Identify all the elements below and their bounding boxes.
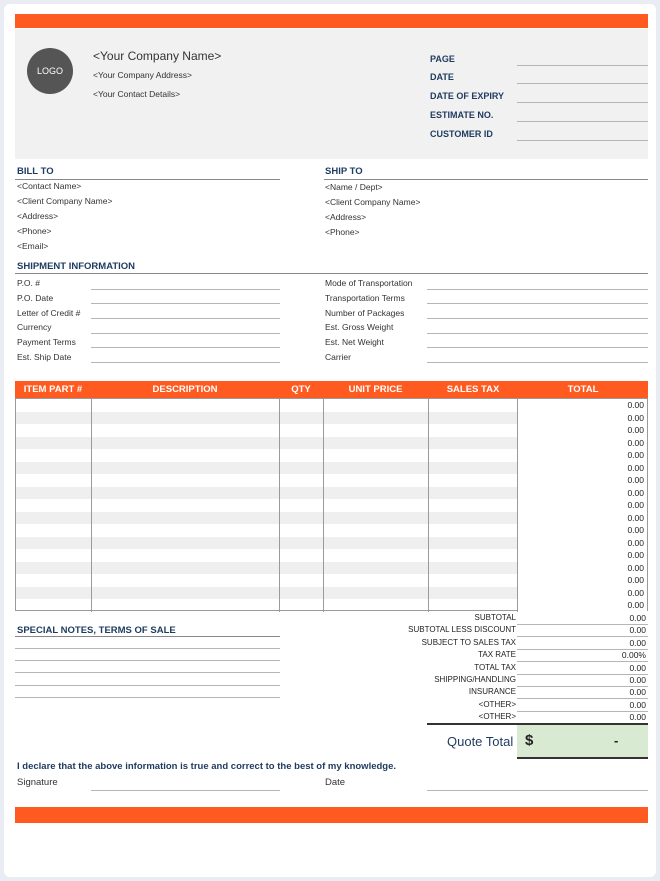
table-cell[interactable] [324,462,429,475]
date-field[interactable] [517,83,648,84]
summary-value: 0.00 [629,625,646,636]
mode-of-transportation-field[interactable] [427,289,648,290]
table-cell[interactable] [16,562,92,575]
date-of-expiry-field[interactable] [517,102,648,103]
table-cell[interactable] [324,412,429,425]
table-cell[interactable] [324,437,429,450]
table-cell[interactable] [429,562,518,575]
table-row [16,424,647,437]
letter-of-credit-label: Letter of Credit # [17,308,81,318]
carrier-field[interactable] [427,362,648,363]
summary-label: <OTHER> [478,699,516,709]
table-cell[interactable] [324,474,429,487]
summary-value: 0.00 [629,662,646,673]
meta-label-estimate-no: ESTIMATE NO. [430,110,494,120]
table-cell[interactable] [92,449,280,462]
table-cell[interactable] [92,424,280,437]
notes-line-2[interactable] [15,660,280,661]
table-cell[interactable] [92,487,280,500]
payment-terms-label: Payment Terms [17,337,76,347]
table-cell[interactable] [280,537,324,550]
page-field[interactable] [517,65,648,66]
table-row [16,599,647,612]
table-row [16,412,647,425]
po-number-label: P.O. # [17,278,40,288]
meta-label-customer-id: CUSTOMER ID [430,129,493,139]
table-cell[interactable] [429,437,518,450]
table-cell[interactable] [92,562,280,575]
summary-label: TOTAL TAX [474,662,516,672]
table-cell[interactable] [324,399,429,412]
table-cell[interactable] [429,499,518,512]
table-cell[interactable] [16,449,92,462]
table-cell[interactable] [429,537,518,550]
table-cell[interactable] [280,474,324,487]
table-cell[interactable] [16,424,92,437]
est-gross-weight-field[interactable] [427,333,648,334]
summary-value: 0.00 [629,712,646,723]
row-total-cell: 0.00 [518,424,647,437]
table-cell[interactable] [280,424,324,437]
company-logo: LOGO [27,48,73,94]
currency-label: Currency [17,322,52,332]
bill-to-email[interactable]: <Email> [17,241,49,251]
summary-value: 0.00 [629,637,646,648]
table-cell[interactable] [324,562,429,575]
table-cell[interactable] [92,587,280,600]
notes-line-4[interactable] [15,685,280,686]
table-cell[interactable] [280,437,324,450]
table-cell[interactable] [92,549,280,562]
est-net-weight-field[interactable] [427,347,648,348]
row-total-cell: 0.00 [518,599,647,612]
currency-field[interactable] [91,333,280,334]
table-cell[interactable] [429,449,518,462]
table-cell[interactable] [92,474,280,487]
table-row [16,587,647,600]
payment-terms-field[interactable] [91,347,280,348]
table-cell[interactable] [280,587,324,600]
company-name: <Your Company Name> [93,49,222,63]
po-date-field[interactable] [91,303,280,304]
table-cell[interactable] [16,587,92,600]
ship-to-name-dept[interactable]: <Name / Dept> [325,182,383,192]
table-cell[interactable] [324,574,429,587]
table-cell[interactable] [429,424,518,437]
declaration-text: I declare that the above information is true and correct to the best of my knowledge. [17,761,397,772]
transportation-terms-field[interactable] [427,303,648,304]
row-total-cell: 0.00 [518,587,647,600]
table-row [16,537,647,550]
table-cell[interactable] [324,487,429,500]
table-cell[interactable] [280,549,324,562]
table-row [16,449,647,462]
summary-label: TAX RATE [478,650,516,660]
summary-label: SUBTOTAL [474,613,516,622]
est-ship-date-label: Est. Ship Date [17,352,72,362]
items-table-header [15,381,648,398]
est-gross-weight-label: Est. Gross Weight [325,322,394,332]
signature-label: Signature [17,777,58,788]
table-cell[interactable] [92,412,280,425]
table-cell[interactable] [92,399,280,412]
table-cell[interactable] [429,412,518,425]
table-cell[interactable] [280,449,324,462]
table-cell[interactable] [16,474,92,487]
ship-to-rule [324,179,648,180]
table-cell[interactable] [92,574,280,587]
table-cell[interactable] [92,437,280,450]
estimate-no-field[interactable] [517,121,648,122]
table-cell[interactable] [16,412,92,425]
notes-line-5[interactable] [15,697,280,698]
table-cell[interactable] [16,574,92,587]
carrier-label: Carrier [325,352,351,362]
ship-to-address[interactable]: <Address> [325,212,367,222]
signature-field[interactable] [91,790,280,791]
special-notes-rule [15,636,280,637]
table-cell[interactable] [280,562,324,575]
table-cell[interactable] [280,412,324,425]
table-cell[interactable] [324,449,429,462]
table-cell[interactable] [16,487,92,500]
col-qty: QTY [291,384,311,395]
table-cell[interactable] [324,499,429,512]
table-cell[interactable] [429,587,518,600]
shipment-info-title: SHIPMENT INFORMATION [17,261,136,272]
transportation-terms-label: Transportation Terms [325,293,405,303]
table-cell[interactable] [429,487,518,500]
table-cell[interactable] [92,524,280,537]
table-row [16,512,647,525]
table-cell[interactable] [280,599,324,612]
ship-to-phone[interactable]: <Phone> [325,227,360,237]
table-cell[interactable] [324,512,429,525]
table-cell[interactable] [429,599,518,612]
summary-value: 0.00 [629,675,646,685]
table-row [16,549,647,562]
bill-to-title: BILL TO [17,166,54,177]
bill-to-phone[interactable]: <Phone> [17,226,52,236]
table-row [16,574,647,587]
shipment-info-rule [15,273,648,274]
bill-to-address[interactable]: <Address> [17,211,59,221]
bill-to-contact-name[interactable]: <Contact Name> [17,181,82,191]
table-cell[interactable] [280,512,324,525]
bill-to-company-name[interactable]: <Client Company Name> [17,196,113,206]
company-address: <Your Company Address> [93,70,192,80]
est-ship-date-field[interactable] [91,362,280,363]
table-cell[interactable] [429,462,518,475]
special-notes-title: SPECIAL NOTES, TERMS OF SALE [17,625,176,636]
row-total-cell: 0.00 [518,462,647,475]
col-item-part: ITEM PART # [23,384,83,395]
currency-symbol: $ [525,732,534,749]
table-cell[interactable] [429,399,518,412]
table-cell[interactable] [16,399,92,412]
row-total-cell: 0.00 [518,449,647,462]
table-row [16,474,647,487]
table-cell[interactable] [16,512,92,525]
table-cell[interactable] [16,599,92,612]
row-total-cell: 0.00 [518,399,647,412]
summary-label: <OTHER> [478,712,516,722]
summary-label: INSURANCE [468,687,516,697]
number-of-packages-label: Number of Packages [325,308,405,318]
contact-details: <Your Contact Details> [93,89,181,99]
row-total-cell: 0.00 [518,474,647,487]
row-total-cell: 0.00 [518,499,647,512]
row-total-cell: 0.00 [518,512,647,525]
table-cell[interactable] [280,574,324,587]
table-row [16,562,647,575]
quote-total-value: - [614,733,619,748]
letter-of-credit-field[interactable] [91,318,280,319]
table-cell[interactable] [280,499,324,512]
table-cell[interactable] [92,462,280,475]
table-cell[interactable] [16,437,92,450]
ship-to-company-name[interactable]: <Client Company Name> [325,197,421,207]
summary-label: SHIPPING/HANDLING [434,675,516,684]
table-cell[interactable] [16,524,92,537]
table-row [16,399,647,412]
summary-value: 0.00% [621,650,646,661]
top-accent-bar [15,14,648,28]
table-cell[interactable] [429,524,518,537]
table-cell[interactable] [324,549,429,562]
table-cell[interactable] [92,499,280,512]
signature-date-field[interactable] [427,790,648,791]
table-cell[interactable] [429,574,518,587]
table-cell[interactable] [324,587,429,600]
col-sales-tax: SALES TAX [446,384,500,395]
row-total-cell: 0.00 [518,437,647,450]
table-row [16,462,647,475]
items-table-body [15,398,648,611]
table-row [16,524,647,537]
table-row [16,499,647,512]
mode-of-transportation-label: Mode of Transportation [325,278,413,288]
row-total-cell: 0.00 [518,412,647,425]
summary-label: SUBJECT TO SALES TAX [421,637,516,647]
meta-label-date: DATE [430,72,454,82]
meta-label-date-of-expiry: DATE OF EXPIRY [430,91,505,101]
table-cell[interactable] [16,549,92,562]
po-number-field[interactable] [91,289,280,290]
bottom-accent-bar [15,807,648,823]
table-row [16,487,647,500]
customer-id-field[interactable] [517,140,648,141]
summary-value: 0.00 [629,613,646,623]
table-cell[interactable] [429,549,518,562]
quote-total-label: Quote Total [447,734,514,749]
table-cell[interactable] [280,487,324,500]
summary-value: 0.00 [629,699,646,710]
table-cell[interactable] [16,537,92,550]
table-cell[interactable] [16,462,92,475]
row-total-cell: 0.00 [518,537,647,550]
table-row [16,437,647,450]
table-cell[interactable] [16,499,92,512]
table-cell[interactable] [92,537,280,550]
col-unit-price: UNIT PRICE [348,384,403,395]
row-total-cell: 0.00 [518,487,647,500]
row-total-cell: 0.00 [518,524,647,537]
table-cell[interactable] [324,524,429,537]
quote-total-box [517,725,648,759]
col-description: DESCRIPTION [152,384,218,395]
est-net-weight-label: Est. Net Weight [325,337,384,347]
table-cell[interactable] [280,524,324,537]
notes-line-3[interactable] [15,672,280,673]
po-date-label: P.O. Date [17,293,54,303]
table-cell[interactable] [92,599,280,612]
table-cell[interactable] [324,537,429,550]
summary-label: SUBTOTAL LESS DISCOUNT [408,625,516,635]
row-total-cell: 0.00 [518,549,647,562]
number-of-packages-field[interactable] [427,318,648,319]
notes-line-1[interactable] [15,648,280,649]
date-label: Date [325,777,346,788]
col-total: TOTAL [567,384,599,395]
table-cell[interactable] [280,399,324,412]
row-total-cell: 0.00 [518,574,647,587]
table-cell[interactable] [280,462,324,475]
table-cell[interactable] [324,424,429,437]
table-cell[interactable] [429,512,518,525]
bill-to-rule [15,179,280,180]
meta-label-page: PAGE [430,54,455,64]
table-cell[interactable] [324,599,429,612]
table-cell[interactable] [92,512,280,525]
table-cell[interactable] [429,474,518,487]
ship-to-title: SHIP TO [325,166,363,177]
summary-value: 0.00 [629,687,646,698]
row-total-cell: 0.00 [518,562,647,575]
